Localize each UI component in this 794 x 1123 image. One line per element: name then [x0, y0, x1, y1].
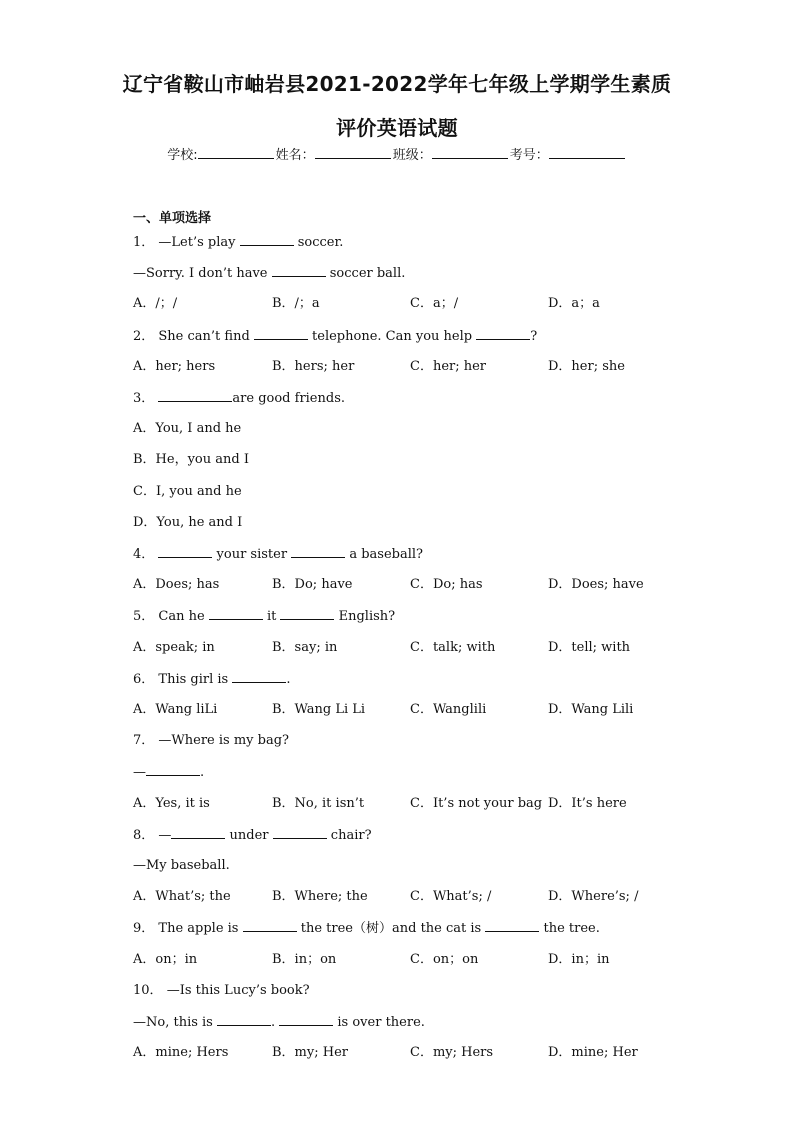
name-label: 姓名： [275, 148, 315, 163]
question-text: —Let’s play [158, 235, 240, 250]
school-field[interactable] [198, 146, 274, 159]
school-label: 学校: [167, 148, 198, 163]
question-2-option-a[interactable]: A．her; hers [133, 358, 216, 374]
question-number: 7． [133, 733, 159, 749]
question-text: it [262, 609, 281, 625]
question-8-line-2 [133, 857, 230, 875]
question-2-option-d[interactable]: D．her; she [548, 358, 625, 374]
question-4-stem [133, 545, 423, 563]
question-text: —My baseball. [133, 858, 230, 873]
question-7-option-b[interactable]: B．No, it isn’t [272, 795, 365, 811]
question-text: Can he [158, 609, 209, 625]
question-9-option-a[interactable]: A．on；in [133, 951, 198, 967]
question-8-option-c[interactable]: C．What’s; / [410, 889, 492, 905]
question-number: 9． [133, 921, 159, 937]
answer-blank[interactable] [243, 919, 297, 932]
question-text: — [133, 765, 146, 781]
question-text: She can’t find [158, 328, 254, 344]
question-text: —Is this Lucy’s book? [166, 982, 310, 998]
question-7-option-c[interactable]: C．It’s not your bag [410, 795, 543, 811]
question-8-option-a[interactable]: A．What’s; the [133, 889, 231, 905]
question-10-option-b[interactable]: B．my; Her [272, 1045, 348, 1061]
question-4-option-c[interactable]: C．Do; has [410, 577, 483, 593]
question-3-stem [133, 389, 345, 407]
question-9-option-b[interactable]: B．in；on [272, 951, 337, 967]
question-text: This girl is [158, 671, 233, 687]
question-text: . [200, 765, 205, 781]
answer-blank[interactable] [280, 607, 334, 620]
section-title: 一、单项选择 [133, 211, 212, 226]
question-number: 1． [133, 235, 159, 250]
question-10-option-a[interactable]: A．mine; Hers [133, 1045, 229, 1061]
question-text: is over there. [333, 1015, 425, 1030]
question-7-line-2 [133, 763, 204, 781]
question-text: the tree（树）and the cat is [296, 921, 486, 937]
question-8-option-b[interactable]: B．Where; the [272, 889, 368, 905]
question-1-line-2 [133, 264, 405, 282]
answer-blank[interactable] [273, 826, 327, 839]
question-7-option-a[interactable]: A．Yes, it is [133, 795, 210, 811]
question-text: the tree. [539, 921, 600, 937]
question-text: are good friends. [232, 391, 346, 406]
question-3-option-d[interactable]: D．You, he and I [133, 514, 243, 530]
question-text: telephone. Can you help [307, 328, 477, 344]
question-number: 8． [133, 827, 159, 843]
question-9-option-d[interactable]: D．in；in [548, 951, 610, 967]
question-3-option-b[interactable]: B．He，you and I [133, 452, 249, 468]
class-field[interactable] [432, 146, 508, 159]
question-number: 10． [133, 982, 167, 998]
question-6-option-b[interactable]: B．Wang Li Li [272, 702, 366, 717]
answer-blank[interactable] [146, 763, 200, 776]
exam-title-line2: 评价英语试题 [336, 116, 458, 140]
question-text: chair? [326, 827, 372, 843]
question-number: 5． [133, 609, 159, 625]
question-text: . [286, 671, 291, 687]
question-text: — [158, 827, 172, 843]
question-text: —No, this is [133, 1015, 217, 1030]
question-10-option-d[interactable]: D．mine; Her [548, 1045, 638, 1061]
question-text: soccer ball. [325, 266, 406, 282]
question-text: soccer. [293, 235, 344, 250]
question-text: English? [334, 609, 396, 625]
name-field[interactable] [315, 146, 391, 159]
question-6-option-d[interactable]: D．Wang Lili [548, 702, 634, 717]
question-3-option-c[interactable]: C．I, you and he [133, 483, 242, 499]
answer-blank[interactable] [158, 389, 232, 402]
question-2-option-c[interactable]: C．her; her [410, 358, 487, 374]
question-1-stem [133, 233, 343, 251]
question-text: your sister [212, 547, 292, 562]
question-10-line-2 [133, 1013, 425, 1031]
question-5-option-d[interactable]: D．tell; with [548, 639, 631, 655]
question-text: a baseball? [345, 547, 424, 562]
question-5-stem [133, 607, 395, 625]
question-8-stem [133, 826, 372, 844]
question-number: 2． [133, 328, 159, 344]
question-4-option-a[interactable]: A．Does; has [133, 577, 220, 593]
answer-blank[interactable] [232, 670, 286, 683]
question-10-stem [133, 982, 310, 1000]
question-1-option-a[interactable]: A．/；/ [133, 296, 178, 312]
question-text: —Where is my bag? [158, 733, 290, 749]
number-label: 考号： [509, 148, 549, 163]
question-1-option-d[interactable]: D．a；a [548, 296, 600, 312]
question-2-option-b[interactable]: B．hers; her [272, 358, 355, 374]
question-text: under [225, 827, 273, 843]
question-5-option-c[interactable]: C．talk; with [410, 639, 496, 655]
question-number: 6． [133, 671, 159, 687]
question-5-option-a[interactable]: A．speak; in [133, 639, 215, 655]
question-number: 3． [133, 391, 159, 406]
question-6-option-a[interactable]: A．Wang liLi [133, 702, 218, 717]
answer-blank[interactable] [171, 826, 225, 839]
question-3-option-a[interactable]: A．You, I and he [133, 421, 242, 437]
question-4-option-d[interactable]: D．Does; have [548, 577, 644, 593]
question-text: ? [530, 328, 538, 344]
answer-blank[interactable] [209, 607, 263, 620]
answer-blank[interactable] [272, 264, 326, 277]
answer-blank[interactable] [476, 327, 530, 340]
question-8-option-d[interactable]: D．Where’s; / [548, 889, 639, 905]
answer-blank[interactable] [279, 1013, 333, 1026]
question-1-option-c[interactable]: C．a；/ [410, 296, 459, 312]
question-1-option-b[interactable]: B．/；a [272, 296, 320, 312]
question-6-stem [133, 670, 291, 688]
student-info-row [0, 144, 794, 163]
question-text: —Sorry. I don’t have [133, 266, 272, 282]
answer-blank[interactable] [485, 919, 539, 932]
question-10-option-c[interactable]: C．my; Hers [410, 1045, 494, 1061]
number-field[interactable] [549, 146, 625, 159]
question-text: The apple is [158, 921, 243, 937]
answer-blank[interactable] [240, 233, 294, 246]
answer-blank[interactable] [158, 545, 212, 558]
question-9-stem [133, 919, 600, 937]
question-7-stem [133, 732, 289, 750]
question-text: . [271, 1015, 280, 1030]
question-5-option-b[interactable]: B．say; in [272, 639, 338, 655]
answer-blank[interactable] [217, 1013, 271, 1026]
answer-blank[interactable] [254, 327, 308, 340]
question-6-option-c[interactable]: C．Wanglili [410, 702, 487, 717]
question-9-option-c[interactable]: C．on；on [410, 951, 479, 967]
answer-blank[interactable] [291, 545, 345, 558]
question-4-option-b[interactable]: B．Do; have [272, 577, 353, 593]
question-number: 4． [133, 547, 159, 562]
class-label: 班级： [392, 148, 432, 163]
question-2-stem [133, 327, 537, 345]
question-7-option-d[interactable]: D．It’s here [548, 795, 627, 811]
exam-title-line1: 辽宁省鞍山市岫岩县2021-2022学年七年级上学期学生素质 [122, 72, 672, 96]
